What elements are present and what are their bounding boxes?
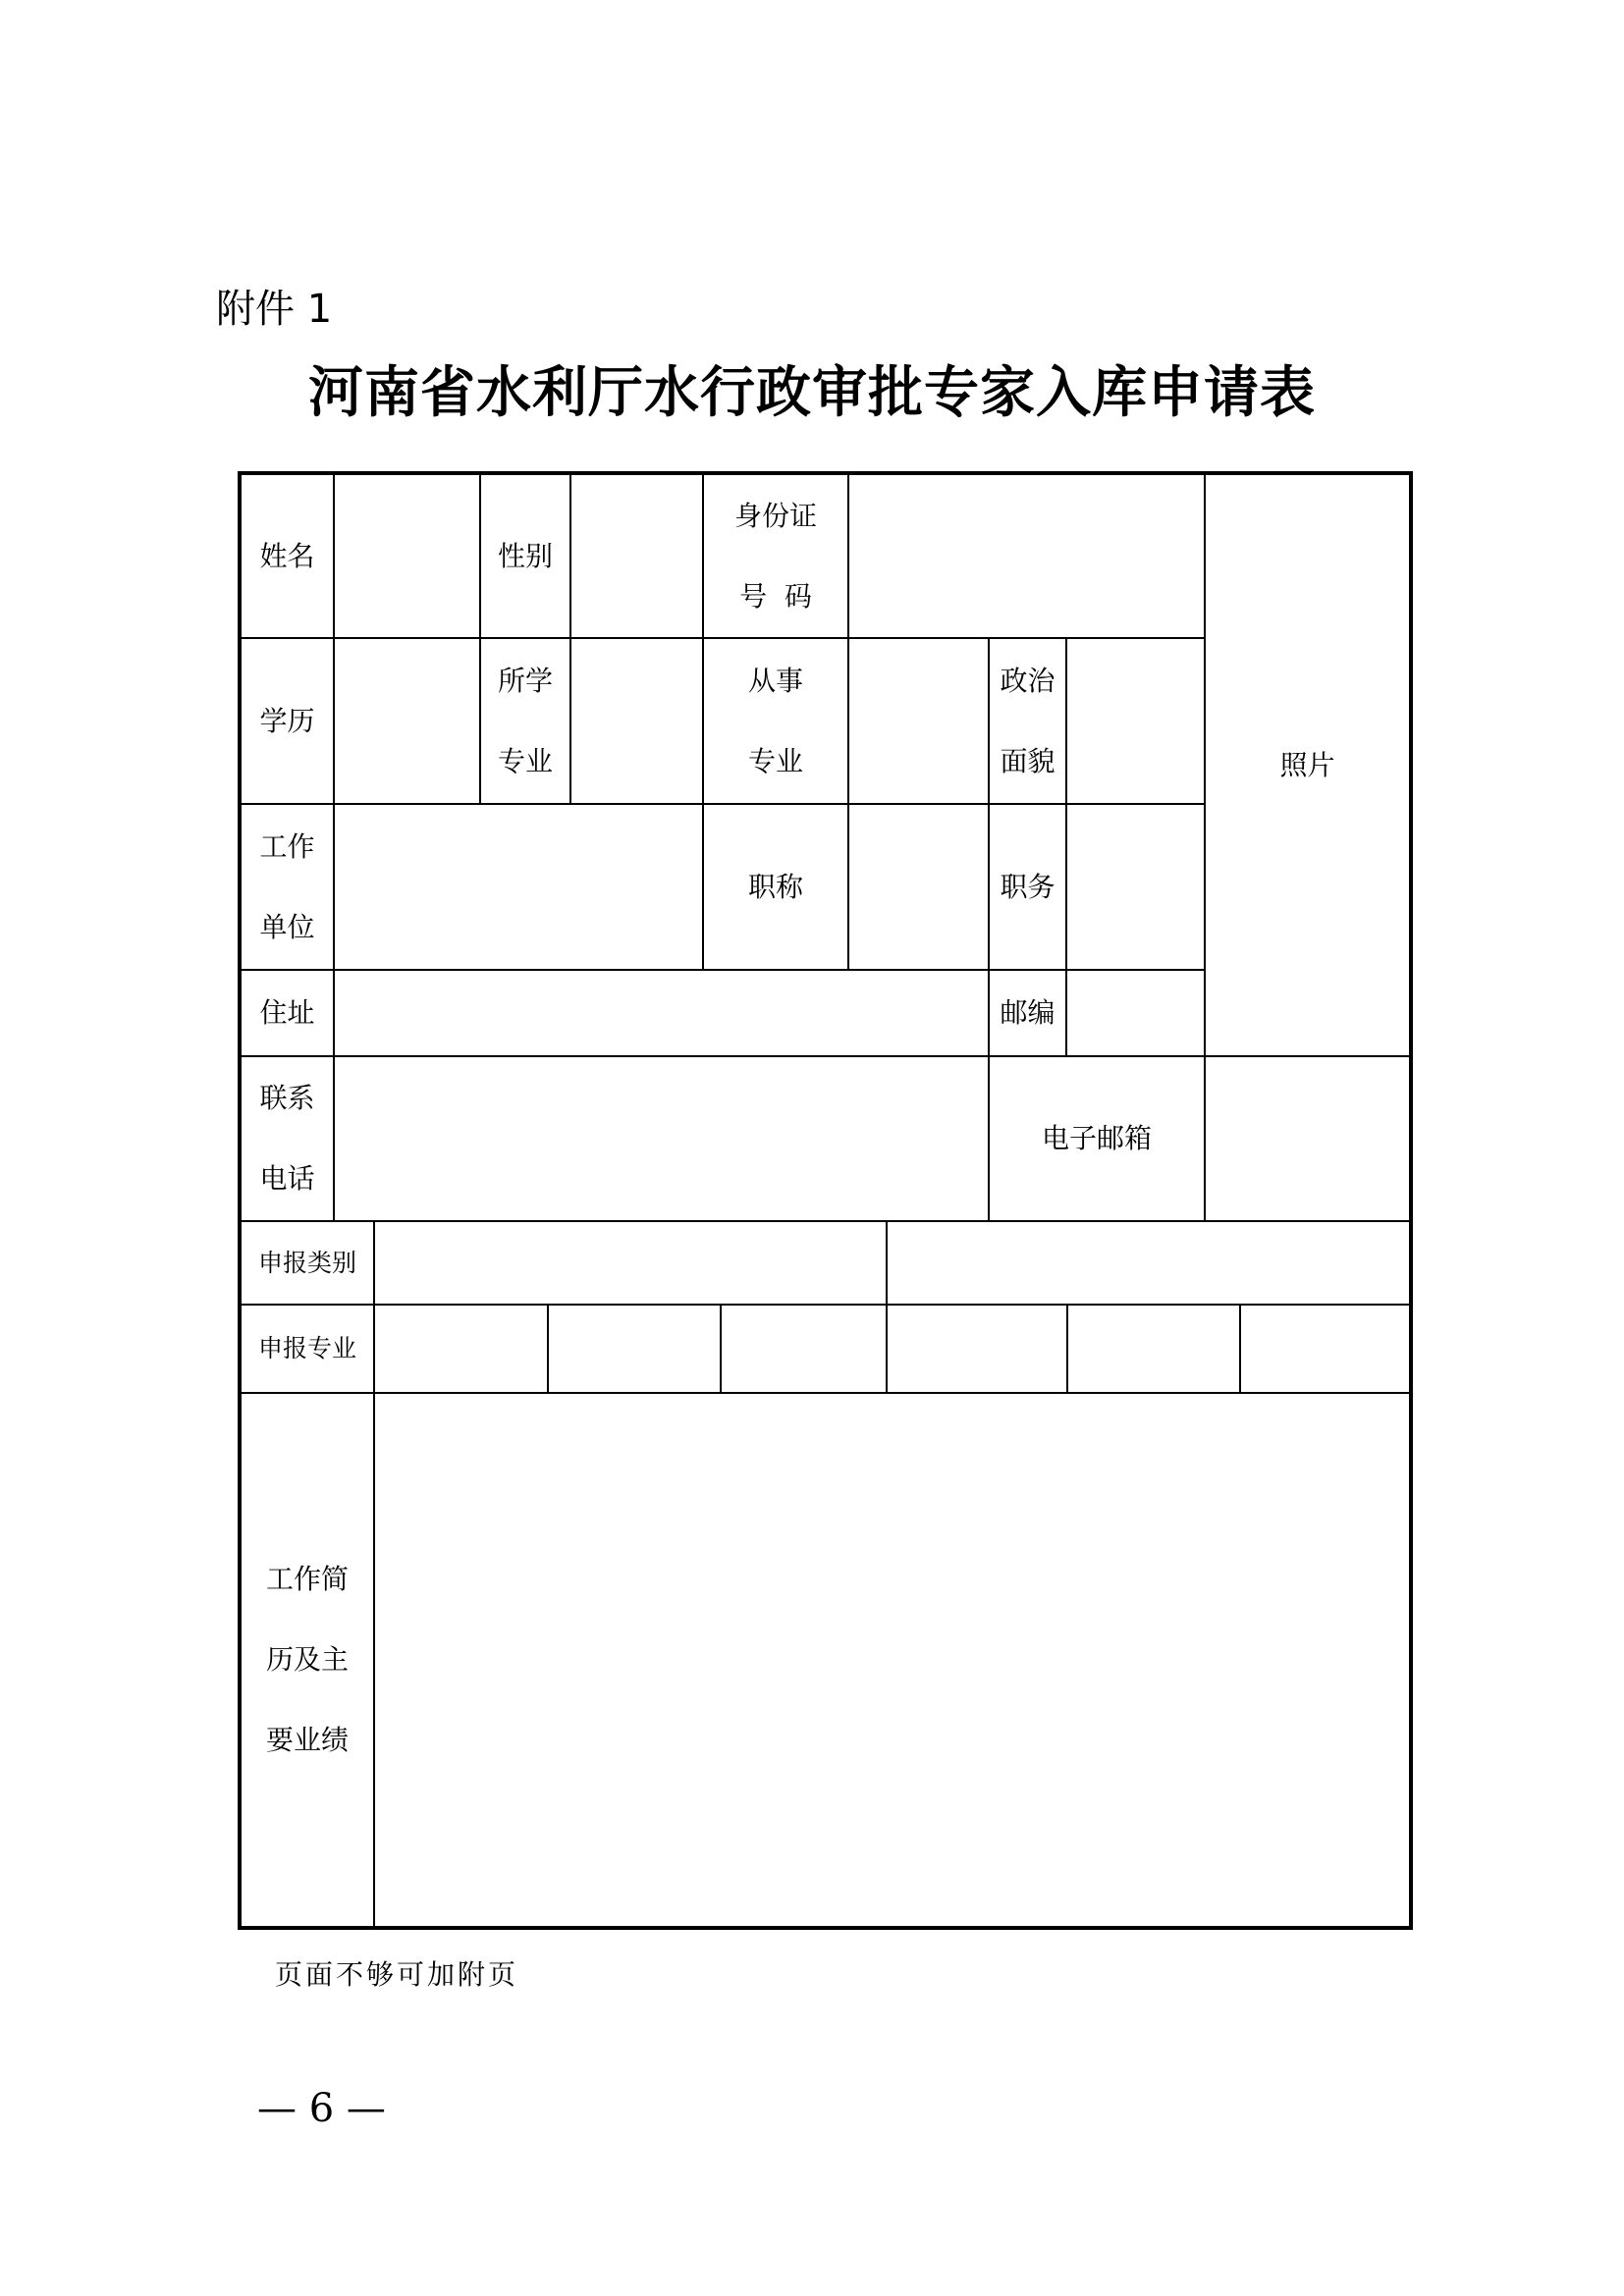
- apply-major-field-3[interactable]: [722, 1306, 886, 1392]
- resume-label: 工作简 历及主 要业绩: [265, 1563, 349, 1756]
- apply-category-label: 申报类别: [257, 1248, 356, 1277]
- professional-title-label: 职称: [747, 870, 803, 903]
- apply-major-field-2[interactable]: [549, 1306, 720, 1392]
- studied-major-field[interactable]: [571, 639, 702, 803]
- postcode-field[interactable]: [1067, 971, 1204, 1055]
- apply-major-field-1[interactable]: [375, 1306, 547, 1392]
- workplace-label: 工作 单位: [259, 829, 315, 943]
- page-title: 河南省水利厅水行政审批专家入库申请表: [308, 360, 1316, 425]
- photo-area[interactable]: 照片: [1279, 748, 1335, 781]
- apply-major-label: 申报专业: [257, 1334, 356, 1362]
- studied-major-label: 所学 专业: [497, 664, 553, 777]
- apply-category-field-1[interactable]: [375, 1222, 886, 1304]
- apply-major-field-4[interactable]: [888, 1306, 1066, 1392]
- apply-major-field-6[interactable]: [1241, 1306, 1409, 1392]
- footnote: 页面不够可加附页: [275, 1958, 519, 1991]
- email-field[interactable]: [1206, 1057, 1409, 1220]
- education-field[interactable]: [335, 639, 479, 803]
- education-label: 学历: [259, 704, 315, 737]
- name-field[interactable]: [335, 475, 479, 637]
- name-label: 姓名: [259, 539, 315, 572]
- resume-field[interactable]: [375, 1394, 1409, 1926]
- id-number-label: 身份证 号 码: [733, 499, 817, 613]
- id-number-field[interactable]: [849, 475, 1204, 637]
- position-field[interactable]: [1067, 805, 1204, 969]
- address-field[interactable]: [335, 971, 988, 1055]
- workplace-field[interactable]: [335, 805, 702, 969]
- political-status-field[interactable]: [1067, 639, 1204, 803]
- attachment-label: 附件 1: [216, 287, 333, 332]
- gender-label: 性别: [497, 539, 553, 572]
- form-border-bottom: [238, 1926, 1413, 1930]
- position-label: 职务: [1000, 870, 1056, 903]
- email-label: 电子邮箱: [1041, 1122, 1152, 1154]
- form-border-right: [1409, 471, 1413, 1930]
- professional-title-field[interactable]: [849, 805, 988, 969]
- apply-category-field-2[interactable]: [888, 1222, 1409, 1304]
- gender-field[interactable]: [571, 475, 702, 637]
- apply-major-field-5[interactable]: [1068, 1306, 1239, 1392]
- political-status-label: 政治 面貌: [1000, 664, 1056, 777]
- phone-label: 联系 电话: [259, 1082, 315, 1195]
- working-field-field[interactable]: [849, 639, 988, 803]
- address-label: 住址: [259, 996, 315, 1029]
- phone-field[interactable]: [335, 1057, 988, 1220]
- postcode-label: 邮编: [1000, 996, 1056, 1029]
- working-field-label: 从事 专业: [747, 664, 803, 777]
- page-number: — 6 —: [257, 2086, 386, 2131]
